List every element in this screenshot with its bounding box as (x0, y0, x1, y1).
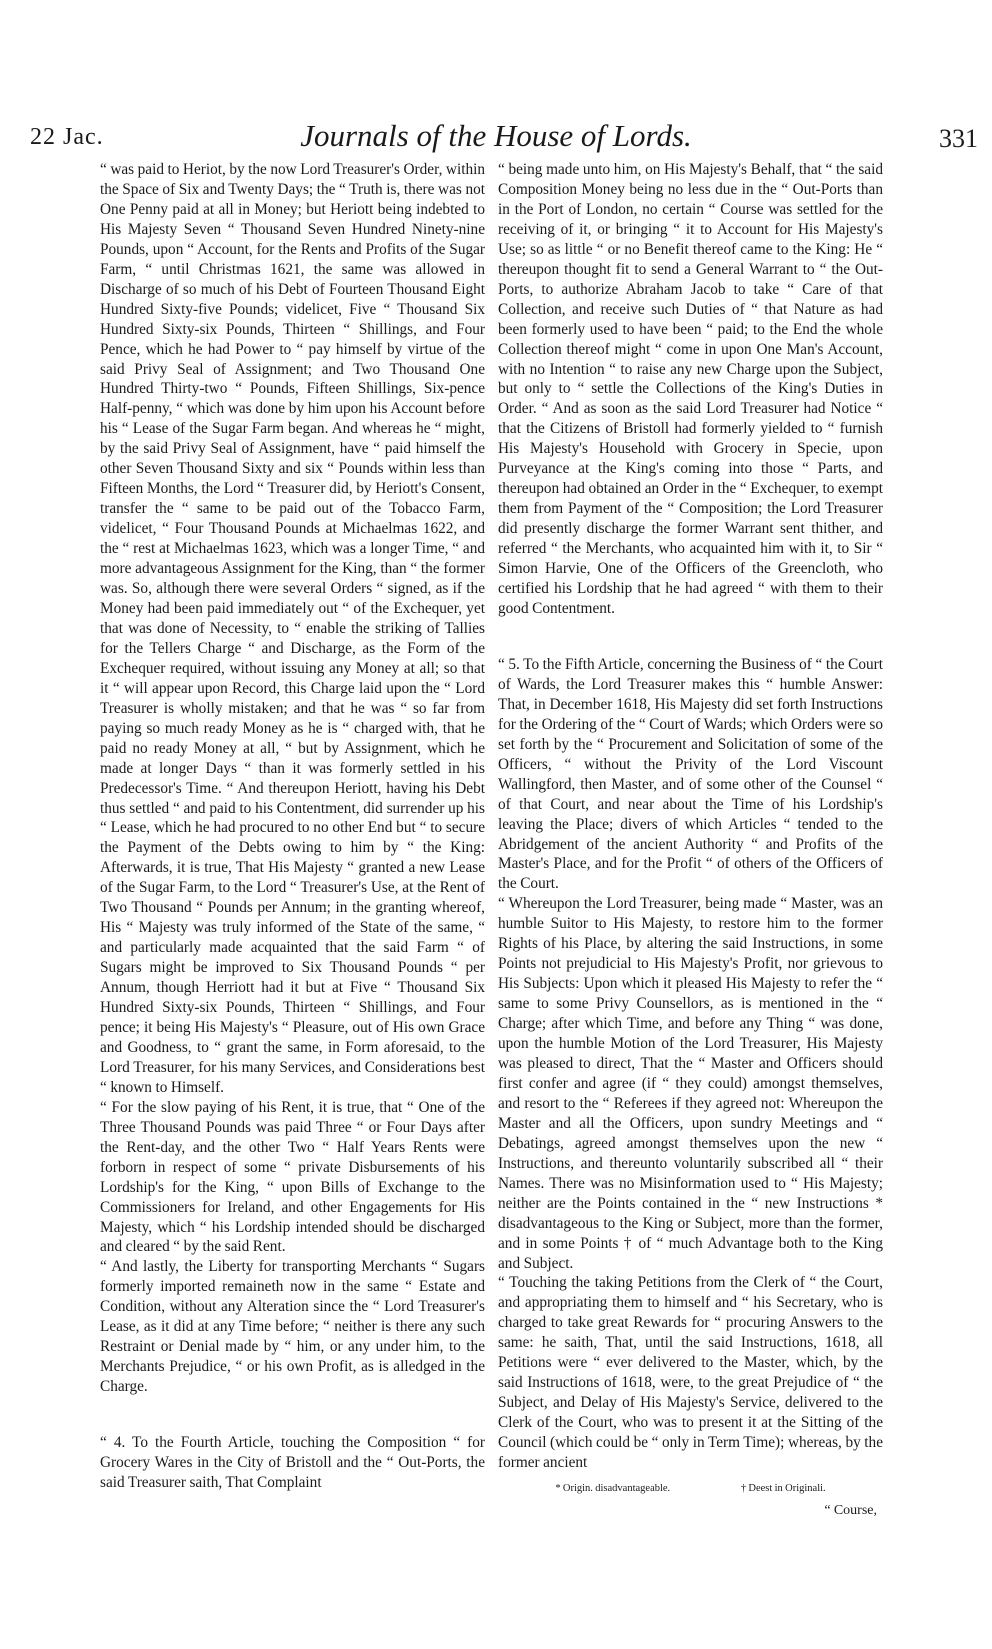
right-column (498, 160, 883, 1521)
paragraph: “ Whereupon the Lord Treasurer, being made “ Master, was an humble Suitor to His Majesty, to restore him to the former Rights of his Place, by altering the said Instructions, in some Points not prejudicial to His Majesty's Profit, nor grievous to His Subjects: Upon which it pleased His Majesty to refer the “ same to some Privy Counsellors, as is mentioned in the “ Charge; after which Time, and before any Thing “ was done, upon the humble Motion of the Lord Treasurer, His Majesty was pleased to direct, That the “ Master and Officers should first confer and agree (if “ they could) amongst themselves, and resort to the “ Referees if they agreed not: Whereupon the Master and all the Officers, upon sundry Meetings and “ Debatings, agreed amongst themselves upon the new “ Instructions, and thereunto voluntarily subscribed all “ their Names. There was no Misinformation used to “ His Majesty; neither are the Points contained in the “ new Instructions * disadvantageous to the King or Subject, more than the former, and in some Points † of “ much Advantage both to the King and Subject. (498, 895, 883, 1272)
paragraph: “ And lastly, the Liberty for transporting Merchants “ Sugars formerly imported remaineth now in the same “ Estate and Condition, without any Alteration since the “ Lord Treasurer's Lease, as it did at any Time before; “ neither is there any such Restraint or Denial made by “ him, or any under him, to the Merchants Prejudice, “ or his own Profit, as is alledged in the Charge. (100, 1258, 485, 1396)
catchword: “ Course, (824, 1502, 877, 1518)
running-title: Journals of the House of Lords. (300, 118, 692, 153)
footnote: † Deest in Originali. (740, 1483, 826, 1494)
paragraph: “ Touching the taking Petitions from the Clerk of “ the Court, and appropriating them to himself and “ his Secretary, who is charged to take great Rewards for “ procuring Answers to the same: he saith, That, until the said Instructions, 1618, all Petitions were “ ever delivered to the Master, which, by the said Instructions of 1618, were, to the great Prejudice of “ the Subject, and Delay of His Majesty's Service, delivered to the Clerk of the Court, who was to present it at the Sitting of the Council (which could be “ only in Term Time); whereas, by the former ancient (498, 1274, 883, 1472)
footnotes (498, 1479, 883, 1499)
running-head-left: 22 Jac. (30, 124, 104, 150)
section-gap (100, 1397, 485, 1433)
left-column (100, 160, 485, 1493)
footnote: * Origin. disadvantageable. (555, 1483, 671, 1494)
section-gap (498, 619, 883, 655)
paragraph: “ 4. To the Fourth Article, touching the Composition “ for Grocery Wares in the City of Bristoll and the “ Out-Ports, the said Treasurer saith, That Complaint (100, 1434, 485, 1491)
paragraph: “ 5. To the Fifth Article, concerning the Business of “ the Court of Wards, the Lord Treasurer makes this “ humble Answer: That, in December 1618, His Majesty did set forth Instructions for the Ordering of the “ Court of Wards; which Orders were so set forth by the “ Procurement and Solicitation of some of the Officers, “ without the Privity of the Lord Viscount Wallingford, then Master, and of some other of the Counsel “ of that Court, and near about the Time of his Lordship's leaving the Place; divers of which Articles “ tended to the Abridgement of the ancient Authority “ and Profits of the Master's Place, and for the Profit “ of others of the Officers of the Court. (498, 655, 883, 893)
paragraph: “ For the slow paying of his Rent, it is true, that “ One of the Three Thousand Pounds was paid Three “ or Four Days after the Rent-day, and the other Two “ Half Years Rents were forborn in respect of some “ private Disbursements of his Lordship's for the King, “ upon Bills of Exchange to the Commissioners for Ireland, and other Engagements for His Majesty, which “ his Lordship intended should be discharged and cleared “ by the said Rent. (100, 1098, 485, 1256)
page-header (0, 118, 992, 158)
paragraph: “ was paid to Heriot, by the now Lord Treasurer's Order, within the Space of Six and Twenty Days; the “ Truth is, there was not One Penny paid at all in Money; but Heriott being indebted to His Majesty Seven “ Thousand Seven Hundred Ninety-nine Pounds, upon “ Account, for the Rents and Profits of the Sugar Farm, “ until Christmas 1621, the same was allowed in Discharge of so much of his Debt of Fourteen Thousand Eight Hundred Sixty-five Pounds; videlicet, Five “ Thousand Six Hundred Sixty-six Pounds, Thirteen “ Shillings, and Four Pence, which he had Power to “ pay himself by virtue of the said Privy Seal of Assignment; and Two Thousand One Hundred Thirty-two “ Pounds, Fifteen Shillings, Six-pence Half-penny, “ which was done by him upon his Account before his “ Lease of the Sugar Farm began. And whereas he “ might, by the said Privy Seal of Assignment, have “ paid himself the other Seven Thousand Sixty and six “ Pounds within less than Fifteen Months, the Lord “ Treasurer did, by Heriott's Consent, transfer the “ same to be paid out of the Tobacco Farm, videlicet, “ Four Thousand Pounds at Michaelmas 1622, and the “ rest at Michaelmas 1623, which was a longer Time, “ and more advantageous Assignment for the King, than “ the former was. So, although there were several Orders “ signed, as if the Money had been paid immediately out “ of the Exchequer, yet that was done of Necessity, to “ enable the striking of Tallies for the Tellers Charge “ and Discharge, as the Form of the Exchequer required, without issuing any Money at all; so that it “ will appear upon Record, this Charge laid upon the “ Lord Treasurer is wholly mistaken; and that he was “ so far from paying so much ready Money as he is “ charged with, that he paid no ready Money at all, “ but by Assignment, which he made at longer Days “ than it was formerly settled in his Predecessor's Time. “ And thereupon Heriott, having his Debt thus settled “ and paid to his Contentment, did surrender up his “ Lease, which he had procured to no other End but “ to secure the Payment of the Debts owing to him by “ the King: Afterwards, it is true, That His Majesty “ granted a new Lease of the Sugar Farm, to the Lord “ Treasurer's Use, at the Rent of Two Thousand “ Pounds per Annum; in the granting whereof, His “ Majesty was truly informed of the State of the same, “ and particularly made acquainted that the said Farm “ of Sugars might be improved to Six Thousand Pounds “ per Annum, though Herriott had it but at Five “ Thousand Six Hundred Sixty-six Pounds, Thirteen “ Shillings, and Four pence; it being His Majesty's “ Pleasure, out of His own Grace and Goodness, to “ grant the same, in Form aforesaid, to the Lord Treasurer, for his many Services, and Considerations best “ known to Himself. (100, 161, 486, 1096)
paragraph: “ being made unto him, on His Majesty's Behalf, that “ the said Composition Money being no less due in the “ Out-Ports than in the Port of London, no certain “ Course was settled for the receiving of it, or bringing “ it to Account for His Majesty's Use; so as little “ or no Benefit thereof came to the King: He “ thereupon thought fit to send a General Warrant to “ the Out-Ports, to authorize Abraham Jacob to take “ Care of that Collection, and receive such Duties of “ that Nature as had been formerly used to have been “ paid; to the End the whole Collection thereof might “ come in upon One Man's Account, with no Intention “ to raise any new Charge upon the Subject, but only to “ settle the Collections of the King's Duties in Order. “ And as soon as the said Lord Treasurer had Notice “ that the Citizens of Bristoll had formerly yielded to “ furnish His Majesty's Household with Grocery in Specie, upon Purveyance at the King's coming into those “ Parts, and thereupon had obtained an Order in the “ Exchequer, to exempt them from Payment of the “ Composition; the Lord Treasurer did presently discharge the former Warrant sent thither, and referred “ the Merchants, who acquainted him with it, to Sir “ Simon Harvie, One of the Officers of the Greencloth, who certified his Lordship that he had agreed “ with them to their good Contentment. (498, 161, 883, 617)
page-number: 331 (939, 124, 978, 153)
